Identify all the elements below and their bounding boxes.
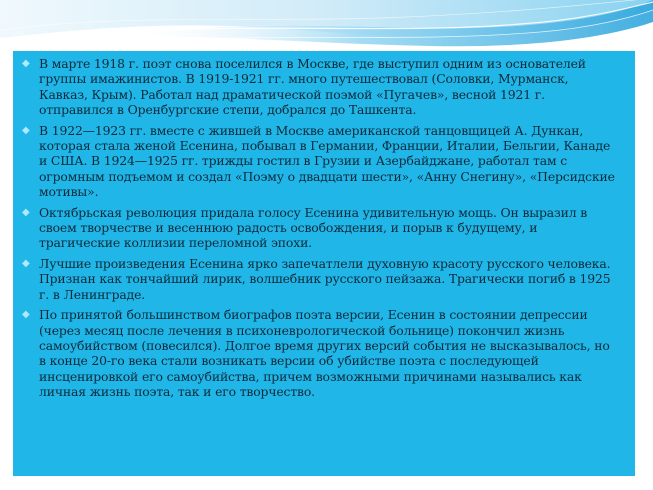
- bullet-text: По принятой большинством биографов поэта версии, Есенин в состоянии депрессии (через месяц после лечения в психоневрологической больнице) покончил жизнь самоубийством (повесился). Долгое время других версий события не высказывалось, но в конце 20-го века стали возникать версии об убийстве поэта с последующей инсценировкой его самоубийства, причем возможными причинами назывались как личная жизнь поэта, так и его творчество.: [39, 307, 610, 400]
- diamond-bullet-icon: ◆: [22, 309, 30, 321]
- bullet-text: В марте 1918 г. поэт снова поселился в Москве, где выступил одним из основателей группы имажинистов. В 1919-1921 гг. много путешествовал (Соловки, Мурманск, Кавказ, Крым). Работал над драматической поэмой «Пугачев», весной 1921 г. отправился в Оренбургские степи, добрался до Ташкента.: [39, 56, 586, 118]
- bullet-item: [21, 256, 619, 302]
- content-box: [13, 51, 635, 476]
- diamond-bullet-icon: ◆: [22, 257, 30, 269]
- bullet-list: [21, 56, 619, 400]
- diamond-bullet-icon: ◆: [22, 58, 30, 69]
- diamond-bullet-icon: ◆: [22, 124, 30, 136]
- bullet-text: Октябрьская революция придала голосу Есенина удивительную мощь. Он выразил в своем творчестве и весеннюю радость освобождения, и порыв к будущему, и трагические коллизии переломной эпохи.: [39, 204, 588, 251]
- bullet-text: Лучшие произведения Есенина ярко запечатлели духовную красоту русского человека. Признан как тончайший лирик, волшебник русского пейзажа. Трагически погиб в 1925 г. в Ленинграде.: [39, 255, 611, 302]
- bullet-text: В 1922—1923 гг. вместе с жившей в Москве американской танцовщицей А. Дункан, которая стала женой Есенина, побывал в Германии, Франции, Италии, Бельгии, Канаде и США. В 1924—1925 гг. трижды гостил в Грузии и Азербайджане, работал там с огромным подъемом и создал «Поэму о двадцати шести», «Анну Снегину», «Персидские мотивы».: [39, 122, 615, 200]
- bullet-item: [21, 123, 619, 200]
- bullet-item: [21, 307, 619, 399]
- bullet-item: [21, 205, 619, 251]
- bullet-item: [21, 56, 619, 118]
- diamond-bullet-icon: ◆: [22, 206, 30, 218]
